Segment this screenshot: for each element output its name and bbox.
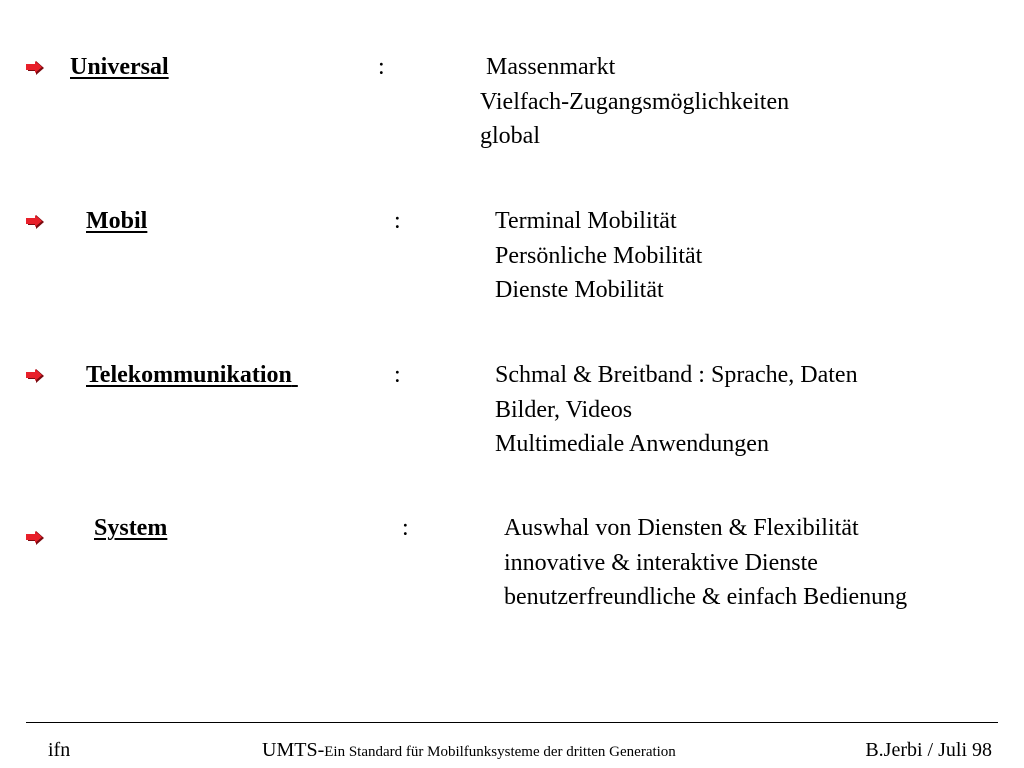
description-line: global	[480, 123, 540, 149]
description-line: benutzerfreundliche & einfach Bedienung	[504, 584, 908, 610]
description-line: Schmal & Breitband : Sprache, Daten	[495, 362, 858, 388]
term-label: Mobil	[86, 208, 148, 234]
description-list	[495, 204, 702, 308]
footer-divider	[26, 722, 998, 723]
colon-separator: :	[394, 362, 401, 388]
description-line: innovative & interaktive Dienste	[504, 549, 818, 576]
description-list	[504, 511, 907, 615]
term-label: System	[94, 515, 168, 541]
description-list	[480, 50, 789, 154]
arrow-bullet-icon	[26, 215, 44, 229]
colon-separator: :	[394, 208, 401, 234]
footer-title	[262, 738, 676, 764]
term-label: Telekommunikation	[86, 362, 292, 388]
description-line: Bilder, Videos	[495, 396, 633, 423]
arrow-bullet-icon	[26, 61, 44, 75]
description-line: Persönliche Mobilität	[495, 242, 703, 269]
footer-title-main: UMTS-	[262, 739, 325, 761]
description-line: Vielfach-Zugangsmöglichkeiten	[480, 88, 790, 115]
description-line: Massenmarkt	[486, 54, 616, 80]
description-line: Auswhal von Diensten & Flexibilität	[504, 515, 859, 541]
colon-separator: :	[402, 515, 409, 541]
footer-author-date: B.Jerbi / Juli 98	[865, 739, 992, 761]
colon-separator: :	[378, 54, 385, 80]
term-label: Universal	[70, 54, 169, 80]
arrow-bullet-icon	[26, 531, 44, 545]
description-line: Dienste Mobilität	[495, 277, 664, 303]
arrow-bullet-icon	[26, 369, 44, 383]
description-list	[495, 358, 858, 462]
footer-title-sub: Ein Standard für Mobilfunksysteme der dritten Generation	[324, 744, 676, 760]
description-line: Multimediale Anwendungen	[495, 431, 769, 457]
footer-institute: ifn	[48, 739, 71, 761]
description-line: Terminal Mobilität	[495, 208, 677, 234]
